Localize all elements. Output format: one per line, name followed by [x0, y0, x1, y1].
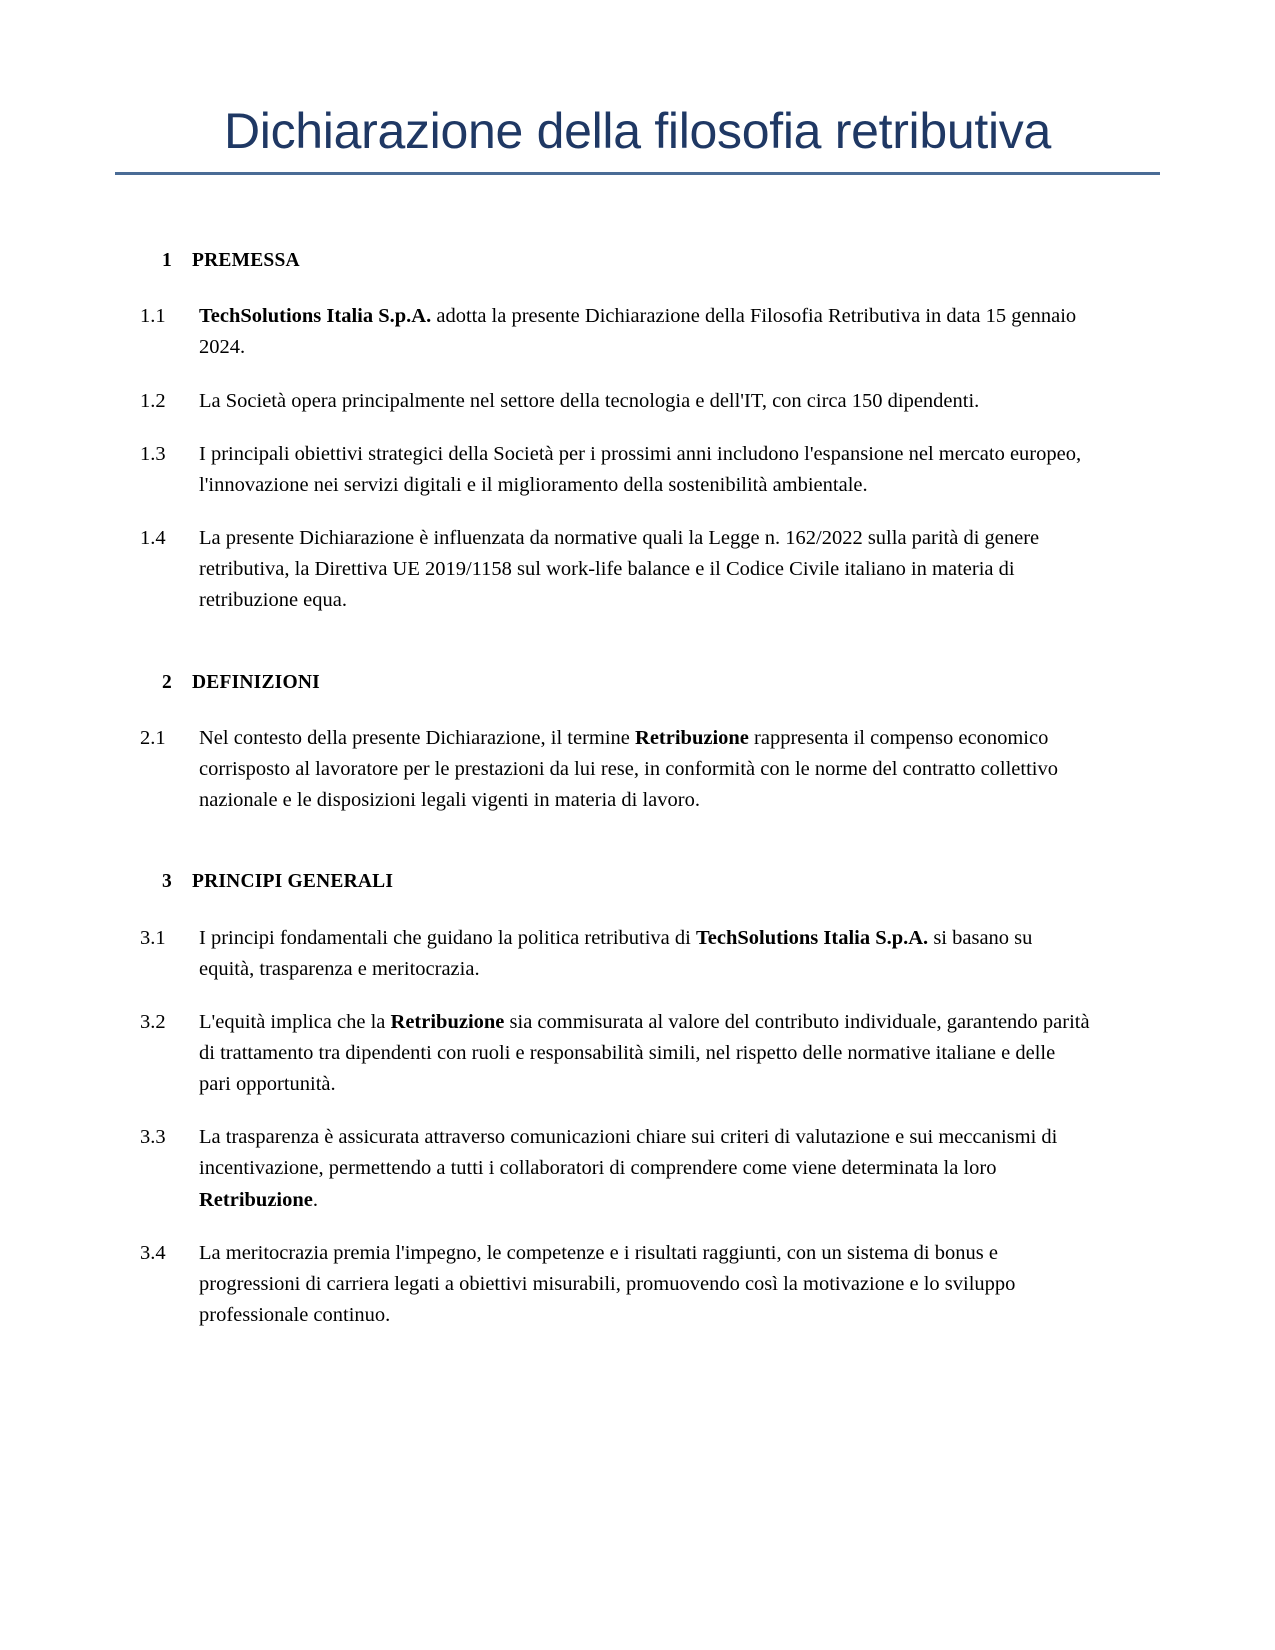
emphasis-term: Retribuzione	[390, 1010, 505, 1033]
section-number: 1	[162, 250, 172, 271]
clause-number: 3.4	[140, 1241, 166, 1264]
clause-text-run: I principali obiettivi strategici della Società per i prossimi anni includono l'espansione nel mercato europeo, l'innovazione nei servizi digitali e il miglioramento della sostenibilità ambientale.	[199, 442, 1082, 496]
emphasis-term: TechSolutions Italia S.p.A.	[199, 305, 432, 328]
clause	[140, 1122, 1090, 1215]
document-body	[0, 247, 1275, 1331]
clause	[140, 723, 1090, 816]
clause-number: 3.2	[140, 1010, 166, 1033]
clause-text	[199, 1122, 1090, 1215]
section-number: 2	[162, 671, 172, 693]
clause-text	[199, 723, 1090, 816]
clause-number: 1.1	[140, 305, 166, 328]
clause-text-run: La meritocrazia premia l'impegno, le competenze e i risultati raggiunti, con un sistema di bonus e progressioni di carriera legati a obiettivi misurabili, promuovendo così la motivazione e lo sviluppo professionale continuo.	[199, 1241, 1016, 1327]
clause	[140, 523, 1090, 616]
clause-text	[199, 1007, 1090, 1100]
section-heading	[140, 247, 1090, 275]
clause-text-run: rappresenta il compenso economico corrisposto al lavoratore per le prestazioni da lui rese, in conformità con le norme del contratto collettivo nazionale e le disposizioni legali vigenti in materia di lavoro.	[199, 726, 1058, 812]
clause-number: 1.2	[140, 389, 166, 412]
section-number: 3	[162, 871, 172, 893]
clause	[140, 1238, 1090, 1331]
clause-text-run: Nel contesto della presente Dichiarazione, il termine	[199, 726, 636, 749]
clause	[140, 439, 1090, 501]
emphasis-term: Retribuzione	[635, 726, 749, 749]
clause-text-run: La Società opera principalmente nel settore della tecnologia e dell'IT, con circa 150 dipendenti.	[199, 389, 980, 412]
emphasis-term: TechSolutions Italia S.p.A.	[695, 926, 929, 949]
section-heading	[140, 669, 1090, 697]
clause-text-run: I principi fondamentali che guidano la politica retributiva di	[199, 926, 696, 949]
clause-number: 2.1	[140, 726, 166, 749]
clause-text-run: La trasparenza è assicurata attraverso comunicazioni chiare sui criteri di valutazione e sui meccanismi di incentivazione, permettendo a tutti i collaboratori di comprendere come viene determinata la loro	[199, 1126, 1058, 1180]
title-block	[0, 0, 1275, 175]
section-title: PRINCIPI GENERALI	[192, 871, 394, 893]
section-title: DEFINIZIONI	[192, 671, 320, 693]
clause	[140, 923, 1090, 985]
clause-text-run: L'equità implica che la	[199, 1010, 391, 1033]
clause	[140, 301, 1090, 363]
clause	[140, 386, 1090, 417]
section	[140, 247, 1090, 617]
clause-number: 3.3	[140, 1126, 166, 1149]
emphasis-term: Retribuzione	[199, 1188, 313, 1211]
clause-text	[199, 523, 1090, 616]
clause-number: 1.3	[140, 442, 166, 465]
clause-text	[199, 301, 1090, 363]
section-heading	[140, 868, 1090, 896]
clause	[140, 1007, 1090, 1100]
clause-number: 3.1	[140, 926, 166, 949]
clause-text	[199, 923, 1090, 985]
page-title: Dichiarazione della filosofia retributiva	[223, 103, 1051, 159]
clause-text-run: adotta la presente Dichiarazione della Filosofia Retributiva in data 15 gennaio 2024.	[199, 305, 1077, 359]
clause-text-run: si basano su equità, trasparenza e meritocrazia.	[199, 926, 1033, 980]
clause-number: 1.4	[140, 527, 166, 550]
title-divider	[115, 172, 1160, 175]
sections-container	[140, 247, 1090, 1331]
clause-text-run: .	[312, 1188, 318, 1211]
clause-text-run: sia commisurata al valore del contributo individuale, garantendo parità di trattamento tra dipendenti con ruoli e responsabilità simili, nel rispetto delle normative italiane e delle pari opportunità.	[199, 1010, 1090, 1096]
clause-text	[199, 439, 1090, 501]
clause-text-run: La presente Dichiarazione è influenzata da normative quali la Legge n. 162/2022 sulla parità di genere retributiva, la Direttiva UE 2019/1158 sul work-life balance e il Codice Civile italiano in materia di retribuzione equa.	[199, 527, 1040, 612]
clause-text	[199, 386, 1090, 417]
clause-text	[199, 1238, 1090, 1331]
section	[140, 669, 1090, 817]
section-title: PREMESSA	[192, 250, 300, 271]
section	[140, 868, 1090, 1331]
